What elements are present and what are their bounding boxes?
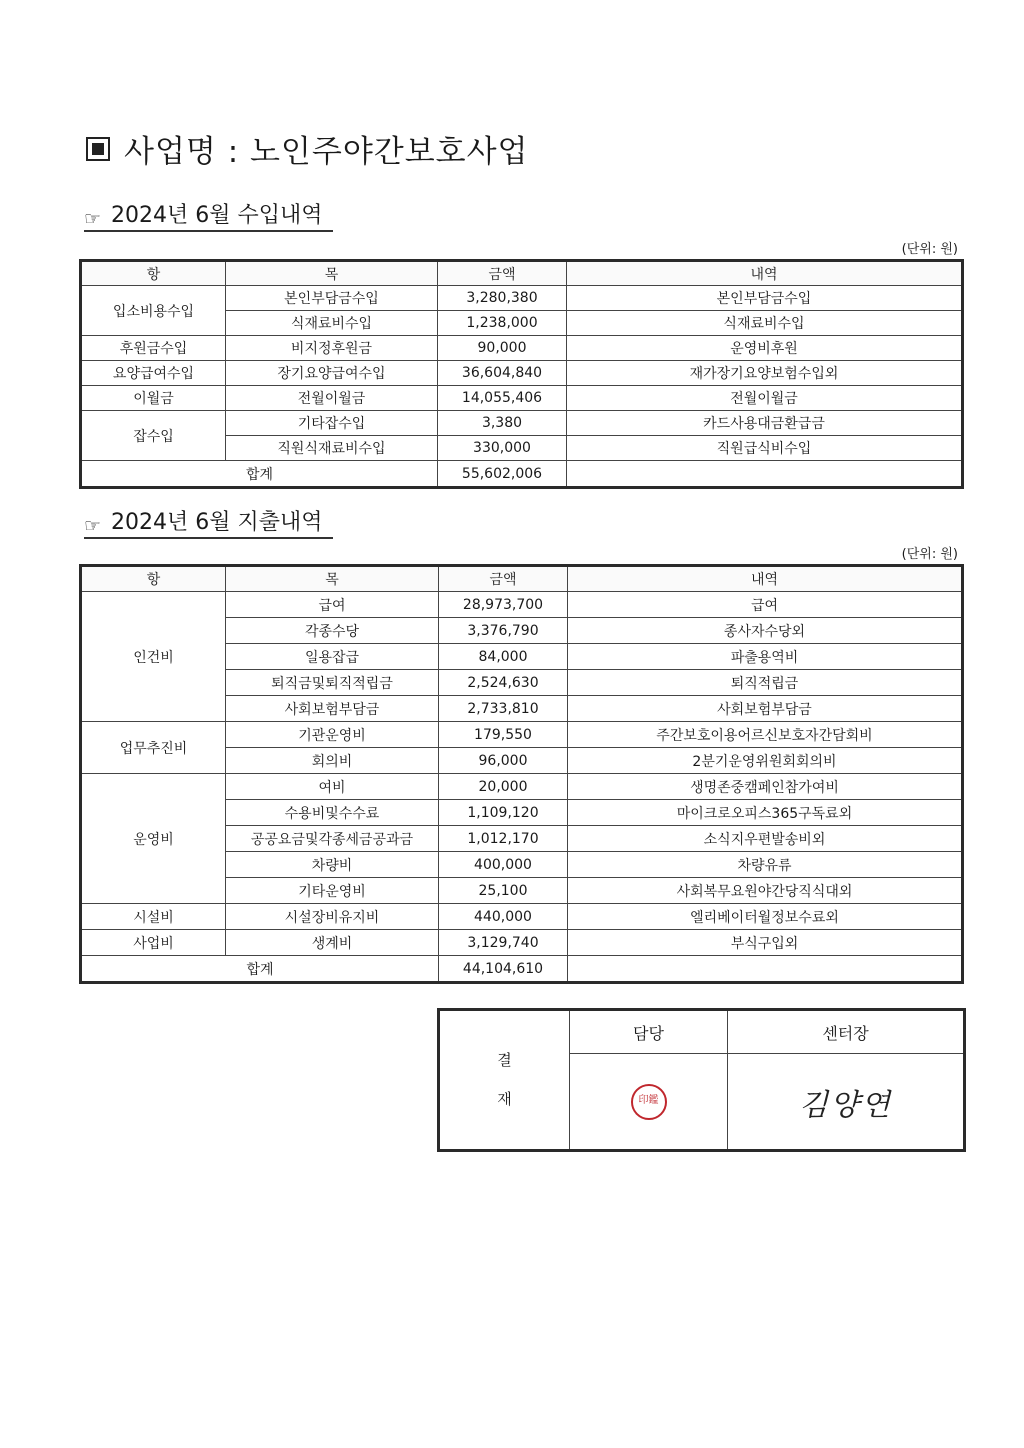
mok-cell: 기타잡수입: [226, 411, 438, 436]
table-row: [81, 411, 963, 436]
header-hang: 항: [81, 261, 226, 286]
detail-cell: 운영비후원: [567, 336, 963, 361]
hang-cell: 운영비: [81, 774, 226, 904]
mok-cell: 생계비: [226, 930, 439, 956]
red-seal-stamp: [631, 1084, 667, 1120]
total-detail-empty: [567, 461, 963, 488]
page-title: [86, 126, 529, 171]
detail-cell: 직원급식비수입: [567, 436, 963, 461]
income-unit-label: (단위: 원): [901, 242, 958, 257]
mok-cell: 기관운영비: [226, 722, 439, 748]
approval-col-director: 센터장: [728, 1010, 965, 1054]
hang-cell: 인건비: [81, 592, 226, 722]
approval-box: [437, 1008, 966, 1152]
mok-cell: 회의비: [226, 748, 439, 774]
approval-label: [439, 1010, 570, 1151]
mok-cell: 공공요금및각종세금공과금: [226, 826, 439, 852]
amount-cell: 14,055,406: [438, 386, 567, 411]
amount-cell: 1,109,120: [439, 800, 568, 826]
amount-cell: 400,000: [439, 852, 568, 878]
detail-cell: 퇴직적립금: [568, 670, 963, 696]
header-detail: 내역: [568, 566, 963, 592]
amount-cell: 1,012,170: [439, 826, 568, 852]
detail-cell: 마이크로오피스365구독료외: [568, 800, 963, 826]
staff-seal-cell: [570, 1054, 728, 1151]
total-label: 합계: [81, 956, 439, 983]
mok-cell: 일용잡급: [226, 644, 439, 670]
expense-header-row: [81, 566, 963, 592]
approval-col-staff: 담당: [570, 1010, 728, 1054]
income-heading-text: 2024년 6월 수입내역: [111, 203, 323, 228]
total-row: [81, 461, 963, 488]
mok-cell: 직원식재료비수입: [226, 436, 438, 461]
mok-cell: 차량비: [226, 852, 439, 878]
square-bullet-icon: [86, 137, 110, 161]
amount-cell: 2,733,810: [439, 696, 568, 722]
detail-cell: 카드사용대금환급금: [567, 411, 963, 436]
mok-cell: 식재료비수입: [226, 311, 438, 336]
detail-cell: 차량유류: [568, 852, 963, 878]
income-header-row: [81, 261, 963, 286]
mok-cell: 수용비및수수료: [226, 800, 439, 826]
detail-cell: 생명존중캠페인참가여비: [568, 774, 963, 800]
mok-cell: 급여: [226, 592, 439, 618]
amount-cell: 2,524,630: [439, 670, 568, 696]
seal-text: 印鑑: [638, 1095, 659, 1107]
amount-cell: 3,380: [438, 411, 567, 436]
expense-heading-text: 2024년 6월 지출내역: [111, 510, 323, 535]
hang-cell: 입소비용수입: [81, 286, 226, 336]
amount-cell: 179,550: [439, 722, 568, 748]
total-row: [81, 956, 963, 983]
pointing-hand-icon: ☞: [84, 515, 102, 537]
amount-cell: 330,000: [438, 436, 567, 461]
approval-label-gyeol: 결: [497, 1051, 512, 1069]
table-row: [81, 904, 963, 930]
table-row: [81, 592, 963, 618]
detail-cell: 엘리베이터월정보수료외: [568, 904, 963, 930]
total-amount: 55,602,006: [438, 461, 567, 488]
income-table: [79, 259, 964, 489]
mok-cell: 기타운영비: [226, 878, 439, 904]
amount-cell: 84,000: [439, 644, 568, 670]
detail-cell: 본인부담금수입: [567, 286, 963, 311]
amount-cell: 96,000: [439, 748, 568, 774]
amount-cell: 25,100: [439, 878, 568, 904]
table-row: [81, 722, 963, 748]
detail-cell: 급여: [568, 592, 963, 618]
mok-cell: 본인부담금수입: [226, 286, 438, 311]
detail-cell: 재가장기요양보험수입외: [567, 361, 963, 386]
table-row: [81, 286, 963, 311]
detail-cell: 부식구입외: [568, 930, 963, 956]
hang-cell: 업무추진비: [81, 722, 226, 774]
page-title-text: 사업명 : 노인주야간보호사업: [124, 134, 529, 170]
detail-cell: 사회복무요원야간당직식대외: [568, 878, 963, 904]
approval-label-jae: 재: [497, 1090, 512, 1108]
hang-cell: 후원금수입: [81, 336, 226, 361]
expense-table: [79, 564, 964, 984]
detail-cell: 전월이월금: [567, 386, 963, 411]
amount-cell: 440,000: [439, 904, 568, 930]
mok-cell: 장기요양급여수입: [226, 361, 438, 386]
header-detail: 내역: [567, 261, 963, 286]
director-signature-cell: [728, 1054, 965, 1151]
detail-cell: 파출용역비: [568, 644, 963, 670]
table-row: [81, 386, 963, 411]
income-heading: [84, 198, 333, 232]
amount-cell: 1,238,000: [438, 311, 567, 336]
mok-cell: 여비: [226, 774, 439, 800]
mok-cell: 비지정후원금: [226, 336, 438, 361]
amount-cell: 3,376,790: [439, 618, 568, 644]
detail-cell: 2분기운영위원회회의비: [568, 748, 963, 774]
amount-cell: 3,280,380: [438, 286, 567, 311]
table-row: [81, 930, 963, 956]
header-mok: 목: [226, 261, 438, 286]
amount-cell: 36,604,840: [438, 361, 567, 386]
table-row: [81, 774, 963, 800]
header-mok: 목: [226, 566, 439, 592]
mok-cell: 사회보험부담금: [226, 696, 439, 722]
signature: 김양연: [799, 1087, 892, 1123]
mok-cell: 퇴직금및퇴직적립금: [226, 670, 439, 696]
detail-cell: 주간보호이용어르신보호자간담회비: [568, 722, 963, 748]
expense-unit-label: (단위: 원): [901, 547, 958, 562]
detail-cell: 종사자수당외: [568, 618, 963, 644]
hang-cell: 시설비: [81, 904, 226, 930]
table-row: [81, 361, 963, 386]
amount-cell: 20,000: [439, 774, 568, 800]
amount-cell: 28,973,700: [439, 592, 568, 618]
mok-cell: 시설장비유지비: [226, 904, 439, 930]
mok-cell: 각종수당: [226, 618, 439, 644]
hang-cell: 요양급여수입: [81, 361, 226, 386]
hang-cell: 이월금: [81, 386, 226, 411]
header-hang: 항: [81, 566, 226, 592]
detail-cell: 소식지우편발송비외: [568, 826, 963, 852]
hang-cell: 사업비: [81, 930, 226, 956]
hang-cell: 잡수입: [81, 411, 226, 461]
detail-cell: 사회보험부담금: [568, 696, 963, 722]
mok-cell: 전월이월금: [226, 386, 438, 411]
amount-cell: 3,129,740: [439, 930, 568, 956]
detail-cell: 식재료비수입: [567, 311, 963, 336]
table-row: [81, 336, 963, 361]
expense-heading: [84, 505, 333, 539]
total-amount: 44,104,610: [439, 956, 568, 983]
header-amount: 금액: [438, 261, 567, 286]
header-amount: 금액: [439, 566, 568, 592]
total-detail-empty: [568, 956, 963, 983]
total-label: 합계: [81, 461, 438, 488]
pointing-hand-icon: ☞: [84, 208, 102, 230]
amount-cell: 90,000: [438, 336, 567, 361]
